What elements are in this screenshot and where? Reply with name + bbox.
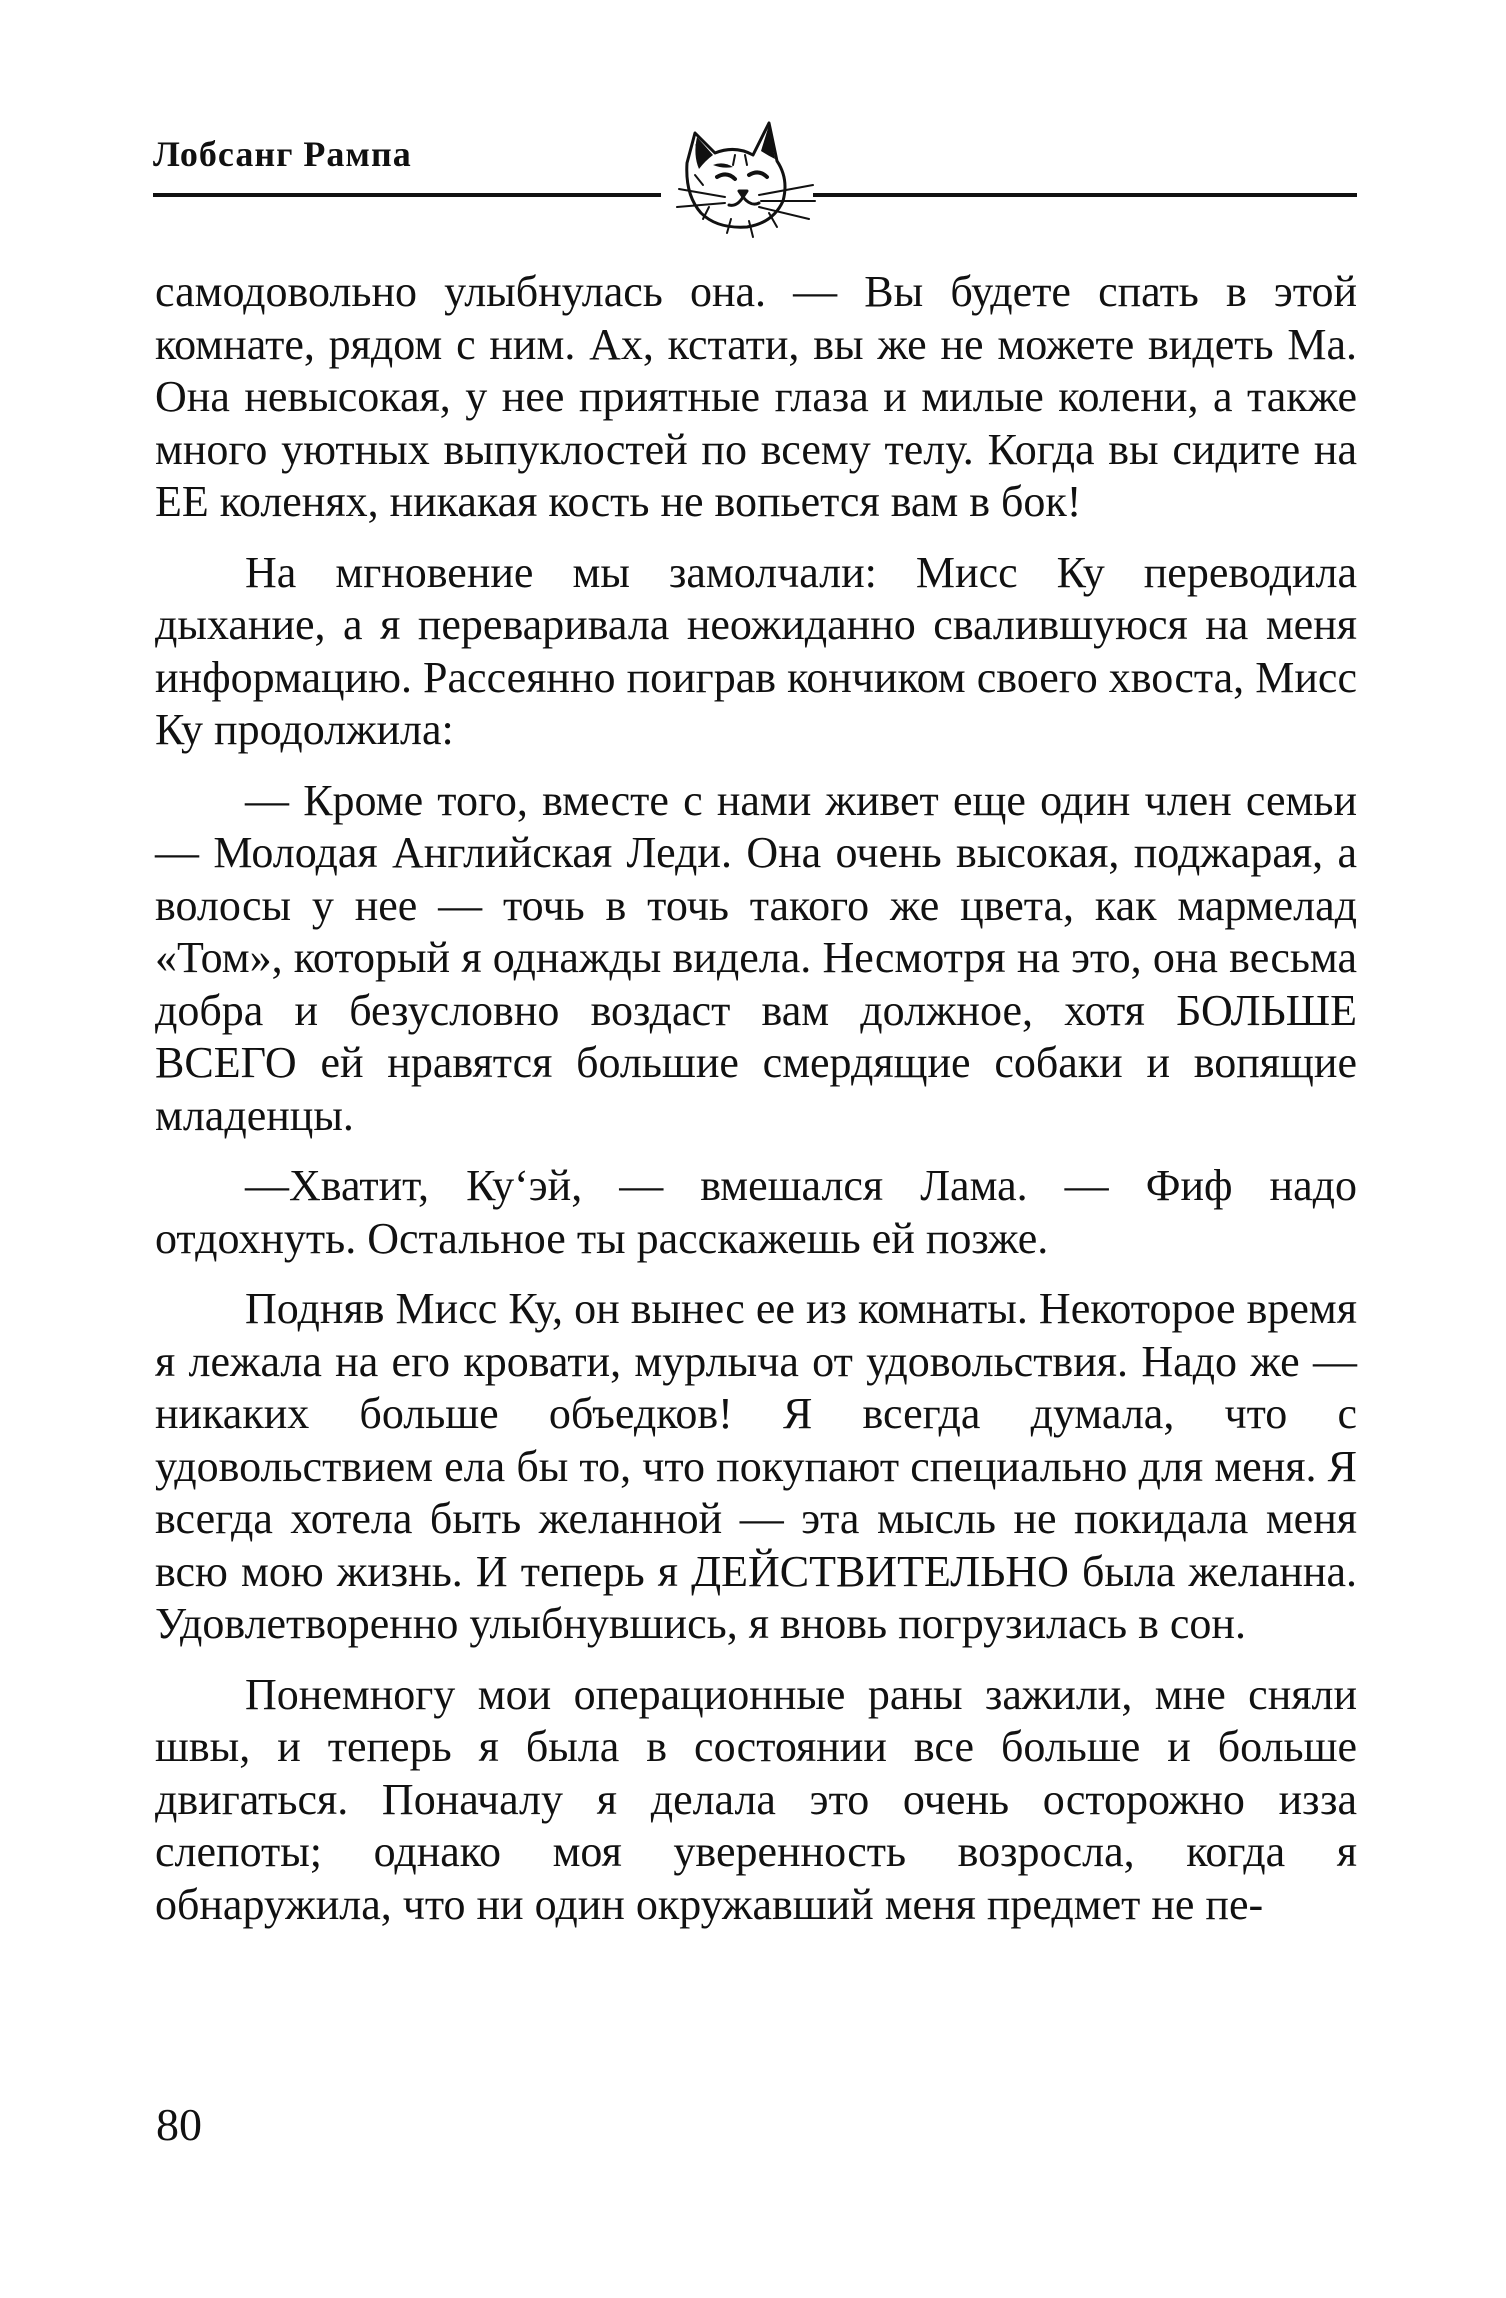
page-number: 80: [156, 2099, 202, 2150]
paragraph: На мгновение мы замолчали: Мисс Ку переводила дыхание, а я переваривала неожиданно свалившуюся на меня информацию. Рассеянно поиграв кончиком своего хвоста, Мисс Ку продолжила:: [155, 547, 1357, 754]
running-header-author: Лобсанг Рампа: [153, 134, 412, 174]
header-rule-left: [153, 193, 661, 197]
paragraph: —Хватит, Ку‘эй, — вмешался Лама. — Фиф надо отдохнуть. Остальное ты расскажешь ей позже.: [155, 1161, 1357, 1263]
paragraph: самодовольно улыбнулась она. — Вы будете спать в этой комнате, рядом с ним. Ах, кстати, вы же не можете видеть Ма. Она невысокая, у нее приятные глаза и милые колени, а также много уютных выпуклостей по всему телу. Когда вы сидите на ЕЕ коленях, никакая кость не вопьется вам в бок!: [155, 267, 1357, 526]
header-rule-right: [813, 193, 1357, 197]
page-body: [155, 266, 1357, 1931]
paragraph: — Кроме того, вместе с нами живет еще один член семьи — Молодая Английская Леди. Она очень высокая, поджарая, а волосы у нее — точь в точь такого же цвета, как мармелад «Том», который я однажды видела. Несмотря на это, она весьма добра и безусловно воздаст вам должное, хотя БОЛЬШЕ ВСЕГО ей нравятся большие смердящие собаки и вопящие младенцы.: [155, 775, 1357, 1140]
paragraph: Подняв Мисс Ку, он вынес ее из комнаты. Некоторое время я лежала на его кровати, мурлыча от удовольствия. Надо же — никаких больше объедков! Я всегда думала, что с удовольствием ела бы то, что покупают специально для меня. Я всегда хотела быть желанной — эта мысль не покидала меня всю мою жизнь. И теперь я ДЕЙСТВИТЕЛЬНО была желанна. Удовлетворенно улыбнувшись, я вновь погрузилась в сон.: [155, 1284, 1357, 1648]
running-header: [153, 115, 1357, 245]
cat-head-icon: [673, 115, 818, 245]
paragraph: Понемногу мои операционные раны зажили, мне сняли швы, и теперь я была в состоянии все больше и больше двигаться. Поначалу я делала это очень осторожно изза слепоты; однако моя уверенность возросла, когда я обнаружила, что ни один окружавший меня предмет не пе-: [155, 1669, 1357, 1929]
